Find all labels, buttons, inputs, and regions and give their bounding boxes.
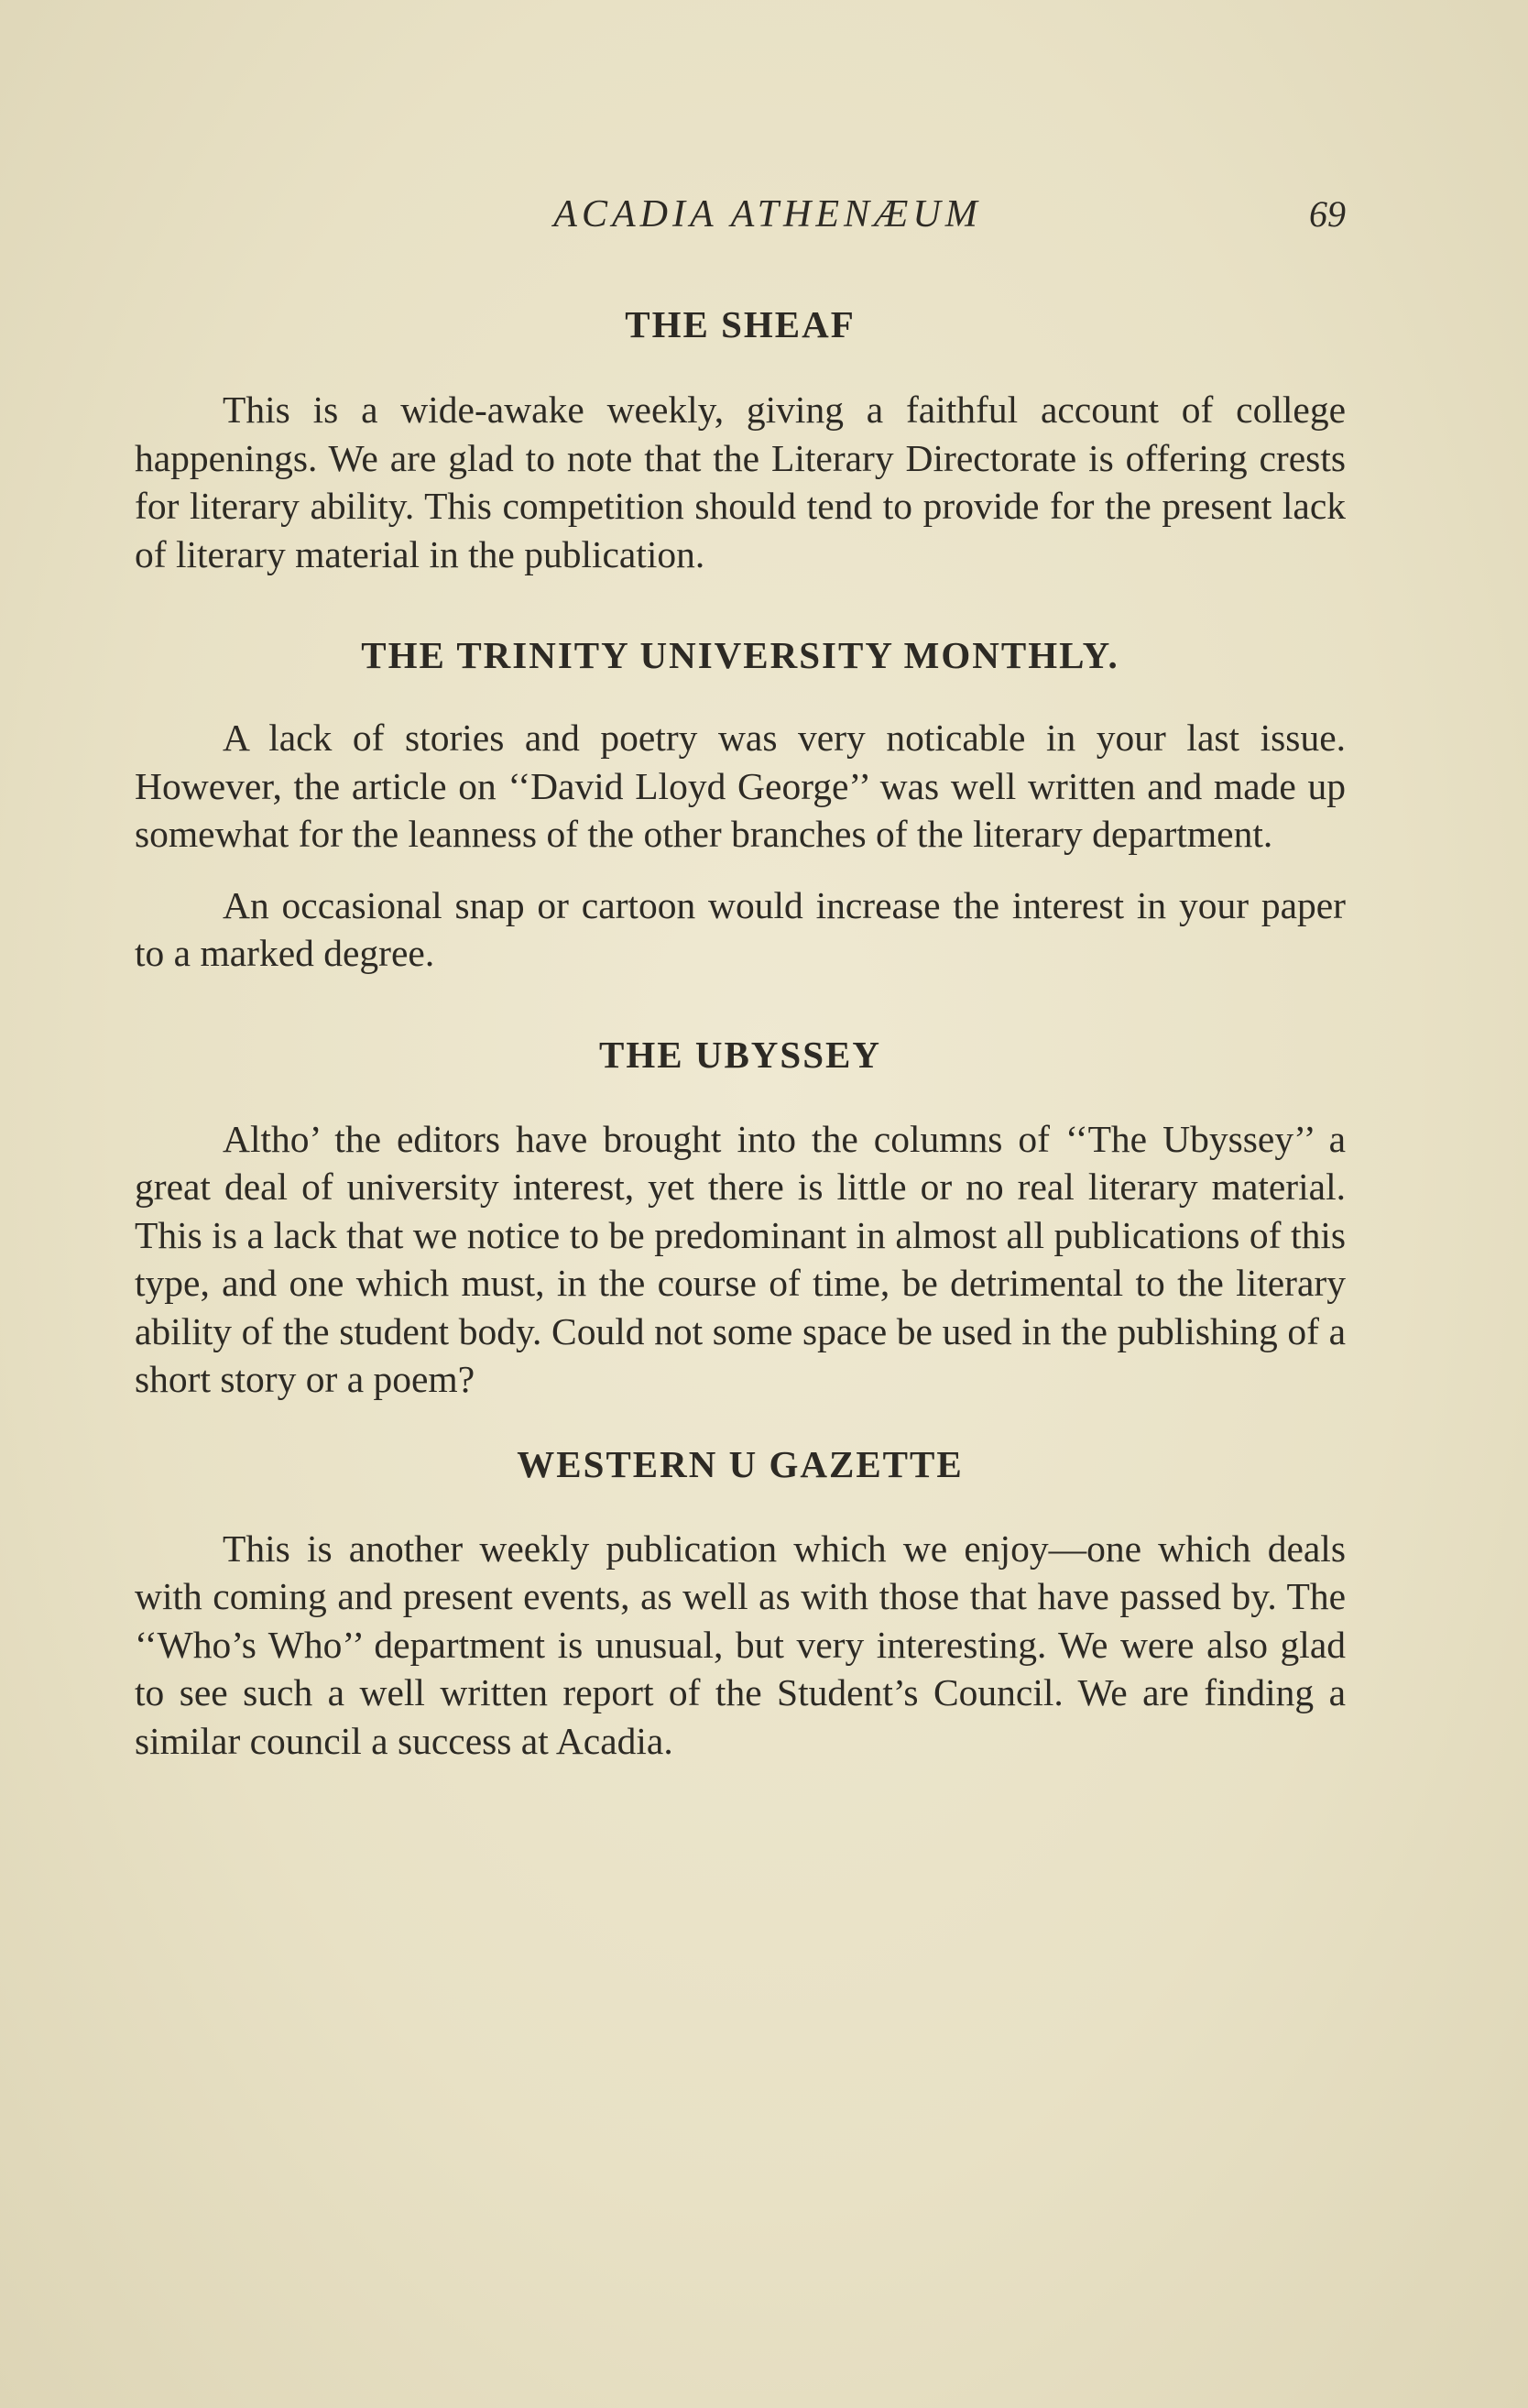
section-heading-the-sheaf: THE SHEAF xyxy=(625,303,856,345)
section-heading-western-u-gazette: WESTERN U GAZETTE xyxy=(517,1442,964,1485)
section-paragraph: This is a wide-awake weekly, giving a faithful account of college happenings. We are glad to note that the Literary Directorate is offering crests for literary ability. This competition should tend to provide for the present lack of literary material in the publication. xyxy=(135,389,1346,575)
section-paragraph: A lack of stories and poetry was very noticable in your last issue. However, the article on ‘‘David Lloyd George’’ was well written and made up somewhat for the leanness of the other branches of the literary department. xyxy=(135,717,1346,855)
page-content xyxy=(135,302,1346,1765)
section-paragraph: Altho’ the editors have brought into the columns of ‘‘The Ubyssey’’ a great deal of university interest, yet there is little or no real literary material. This is a lack that we notice to be predominant in almost all publications of this type, and one which must, in the course of time, be detrimental to the literary ability of the student body. Could not some space be used in the publishing of a short story or a poem? xyxy=(135,1117,1346,1400)
section-paragraph: An occasional snap or cartoon would increase the interest in your paper to a marked degree. xyxy=(135,883,1346,974)
section-heading-the-ubyssey: THE UBYSSEY xyxy=(599,1033,881,1076)
section-heading-trinity-university-monthly: THE TRINITY UNIVERSITY MONTHLY. xyxy=(361,634,1119,676)
section-paragraph: This is another weekly publication which we enjoy—one which deals with coming and present events, as well as with those that have passed by. The ‘‘Who’s Who’’ department is unusual, but very interesting. We were also glad to see such a well written report of the Student’s Council. We are finding a similar council a success at Acadia. xyxy=(135,1527,1346,1762)
page-number: 69 xyxy=(1309,193,1346,235)
running-title: ACADIA ATHENÆUM xyxy=(553,193,982,235)
running-head xyxy=(135,192,1346,247)
